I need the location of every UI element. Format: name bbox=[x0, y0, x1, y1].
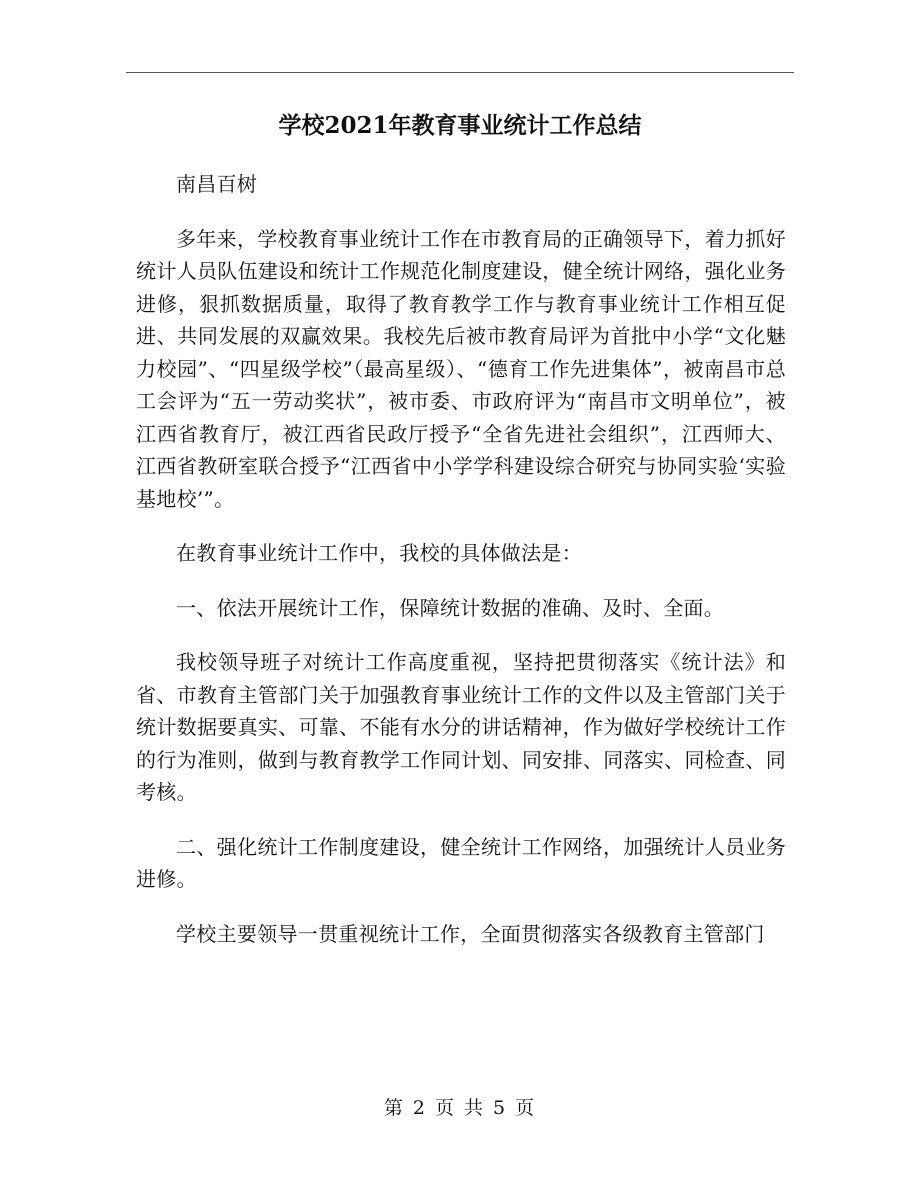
paragraph-method-lead: 在教育事业统计工作中，我校的具体做法是： bbox=[176, 541, 582, 565]
page-number: 第 2 页 共 5 页 bbox=[383, 1097, 537, 1119]
document-body bbox=[136, 168, 786, 972]
author-line: 南昌百树 bbox=[176, 172, 258, 196]
section-heading-2: 二、强化统计工作制度建设，健全统计工作网络，加强统计人员业务进修。 bbox=[136, 834, 786, 891]
section-heading-1: 一、依法开展统计工作，保障统计数据的准确、及时、全面。 bbox=[176, 595, 725, 620]
paragraph-section-2: 学校主要领导一贯重视统计工作，全面贯彻落实各级教育主管部门 bbox=[176, 921, 765, 946]
paragraph-section-1: 我校领导班子对统计工作高度重视，坚持把贯彻落实《统计法》和省、市教育主管部门关于加强教育事业统计工作的文件以及主管部门关于统计数据要真实、可靠、不能有水分的讲话精神，作为做好学校统计工作的行为准则，做到与教育教学工作同计划、同安排、同落实、同检查、同考核。 bbox=[136, 650, 786, 804]
paragraph-intro: 多年来，学校教育事业统计工作在市教育局的正确领导下，着力抓好统计人员队伍建设和统计工作规范化制度建设，健全统计网络，强化业务进修，狠抓数据质量，取得了教育教学工作与教育事业统计工作相互促进、共同发展的双赢效果。我校先后被市教育局评为首批中小学“文化魅力校园”、“四星级学校”（最高星级）、“德育工作先进集体”，被南昌市总工会评为“五一劳动奖状”，被市委、市政府评为“南昌市文明单位”，被江西省教育厅，被江西省民政厅授予“全省先进社会组织”，江西师大、江西省教研室联合授予“江西省中小学学科建设综合研究与协同实验‘实验基地校’”。 bbox=[136, 226, 786, 511]
document-title: 学校2021年教育事业统计工作总结 bbox=[278, 112, 642, 139]
header-rule bbox=[126, 72, 794, 73]
